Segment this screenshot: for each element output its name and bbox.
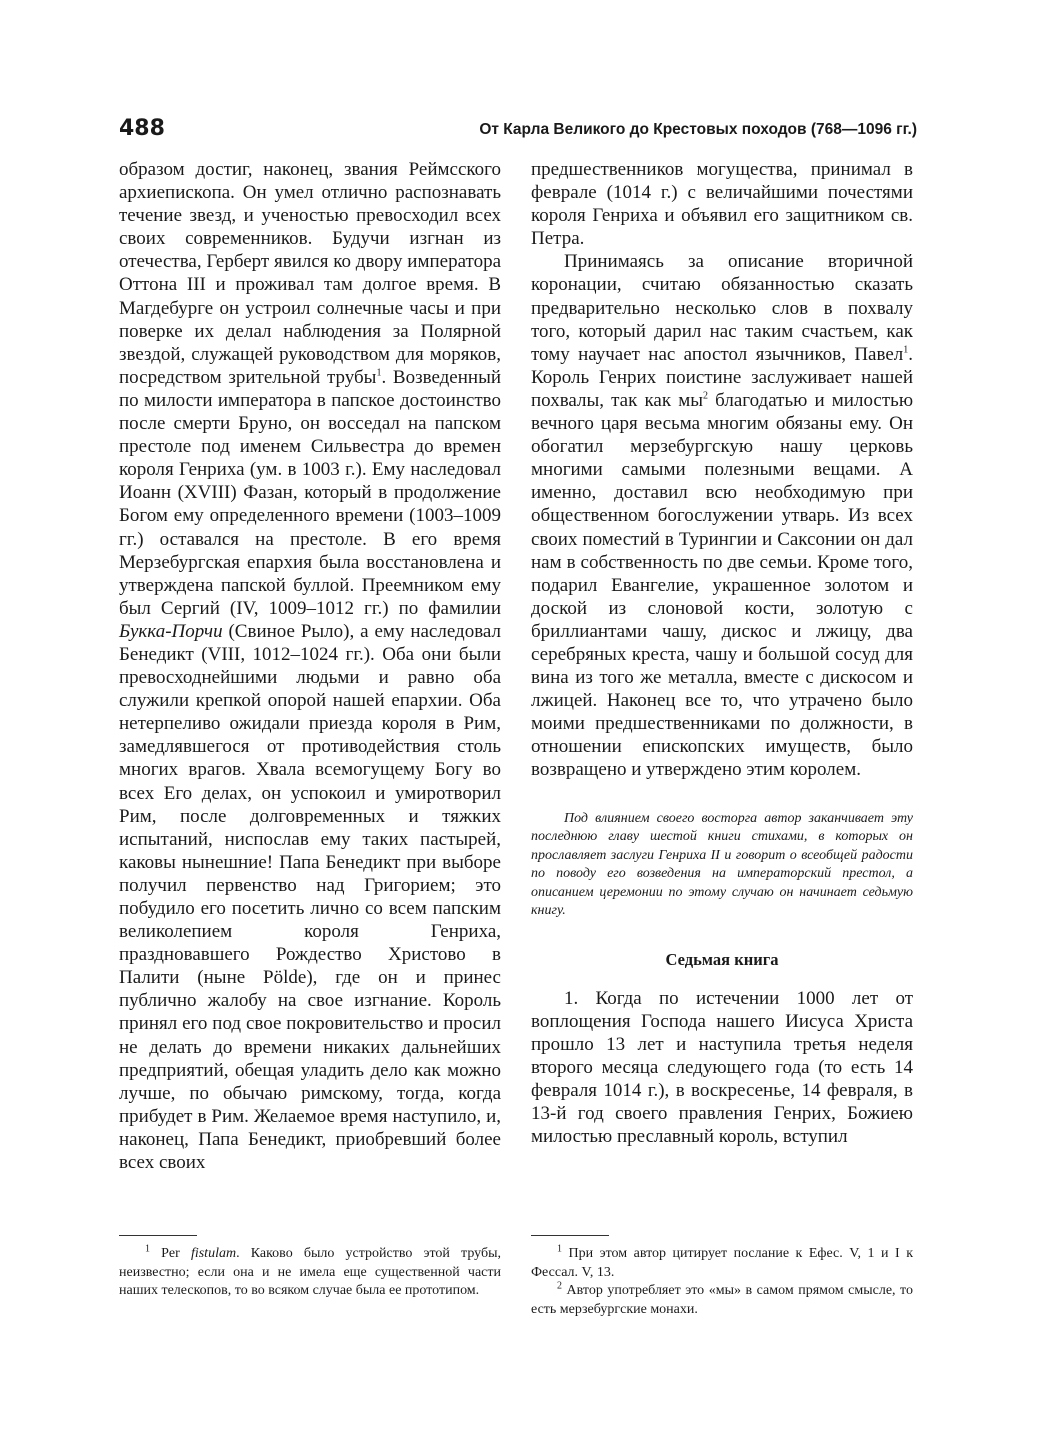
text-run: образом достиг, наконец, звания Реймсского архиепископа. Он умел отлично распознавать течение звезд, и ученостью превосходил всех своих современников. Будучи изгнан из отечества, Герберт явился ко двору императора Оттона III и проживал там долгое время. В Магдебурге он устроил солнечные часы и при поверке их делал наблюдения за Полярной звездой, служащей руководством для моряков, посредством зрительной трубы <box>119 159 502 388</box>
footnote-divider <box>119 1235 197 1236</box>
text-run: . Король Генрих поистине заслуживает нашей похвалы, так как мы <box>531 343 913 411</box>
page-number: 488 <box>119 116 165 141</box>
section-heading: Седьмая книга <box>665 949 779 969</box>
paragraph: 1. Когда по истечении 1000 лет от воплощения Господа нашего Иисуса Христа прошло 13 лет и наступила третья неделя второго месяца следующего года (то есть 14 февраля 1014 г.), в воскресенье, 14 февраля, в 13-й год своего правления Генрих, Божиею милостью преславный король, вступил <box>531 987 913 1148</box>
latin-term: fistulam <box>190 1246 237 1261</box>
footnote-mark: 2 <box>557 1280 562 1292</box>
text-run: благодатью и милостью вечного царя весьма многим обязаны ему. Он обогатил мерзебургскую нашу церковь многими самыми полезными вещами. А именно, доставил всю необходимую при общественном богослужении утварь. Из всех своих поместий в Турингии и Саксонии он дал нам в собственность по две семьи. Кроме того, подарил Евангелие, украшенное золотом и доской из слоновой кости, золотую с бриллиантами чашу, дискос и лжицу, два серебряных креста, чашу и большой сосуд для вина из того же металла, вместе с дискосом и лжицей. Наконец все то, что утрачено было моими предшественниками по должности, в отношении епископских имуществ, было возвращено и утверждено этим королем. <box>531 389 914 781</box>
text-run: (Свиное Рыло), а ему наследовал Бенедикт (VIII, 1012–1024 гг.). Оба они были превосходнейшими людьми и равно оба служили крепкой опорой нашей епархии. Оба нетерпеливо ожидали приезда короля в Рим, замедлявшегося от противодействия столь многих врагов. Хвала всемогущему Богу во всех Его делах, он успокоил и умиротворил Рим, после долговременных и тяжких испытаний, ниспослав ему таких пастырей, каковы нынешние! Папа Бенедикт при выборе получил первенство над Григорием; это побудило его посетить лично со всем папским великолепием короля Генриха, праздновавшего Рождество Христово в Палити (ныне Pölde), где он и принес публично жалобу на свое изгнание. Король принял его под свое покровительство и просил не делать до времени никаких дальнейших предприятий, обещая уладить дело как можно лучше, по обычаю римскому, тогда, когда прибудет в Рим. Желаемое время наступило, и, наконец, Папа Бенедикт, приобревший более всех своих <box>119 620 501 1174</box>
footnotes-right <box>531 1245 913 1319</box>
footnote-mark: 1 <box>557 1243 562 1255</box>
italic-name: Букка-Порчи <box>119 620 223 642</box>
paragraph <box>531 250 913 781</box>
footnote-ref: 1 <box>376 367 382 379</box>
text-run: Принимаясь за описание вторичной коронации, считаю обязанностью сказать предварительно несколько слов в похвалу того, который дарил нас таким счастьем, как тому научает нас апостол язычников, Павел <box>531 251 913 365</box>
paragraph: предшественников могущества, принимал в феврале (1014 г.) с величайшими почестями короля Генриха и объявил его защитником св. Петра. <box>531 159 913 250</box>
footnote-mark: 1 <box>145 1243 150 1255</box>
text-run: . Возведенный по милости императора в папское достоинство после смерти Бруно, он восседал на папском престоле под именем Сильвестра до времен короля Генриха (ум. в 1003 г.). Ему наследовал Иоанн (XVIII) Фазан, который в продолжение Богом ему определенного времени (1003–1009 гг.) оставался на престоле. В его время Мерзебургская епархия была восстановлена и утверждена папской буллой. Преемником ему был Сергий (IV, 1009–1012 гг.) по фамилии <box>119 366 502 619</box>
text-run: При этом автор цитирует послание к Ефес. V, 1 и I к Фессал. V, 13. <box>531 1246 913 1280</box>
footnote <box>531 1245 913 1282</box>
paragraph <box>119 158 501 1174</box>
footnote <box>531 1282 913 1319</box>
left-column <box>119 158 501 1174</box>
running-title: От Карла Великого до Крестовых походов (768—1096 гг.) <box>479 121 917 138</box>
footnote <box>119 1245 501 1301</box>
footnote-ref: 2 <box>703 390 709 402</box>
running-header <box>119 116 917 146</box>
right-column <box>531 158 913 1148</box>
footnote-ref: 1 <box>903 344 909 356</box>
text-run: Per <box>150 1246 191 1261</box>
text-run: Автор употребляет это «мы» в самом прямом смысле, то есть мерзебургские монахи. <box>531 1283 913 1317</box>
editor-note: Под влиянием своего восторга автор заканчивает эту последнюю главу шестой книги стихами, в которых он прославляет заслуги Генриха II и говорит о всеобщей радости по поводу его возведения на императорский престол, а описанием церемонии по этому случаю он начинает седьмую книгу. <box>531 810 913 919</box>
footnote-divider <box>531 1235 609 1236</box>
footnotes-left <box>119 1245 501 1301</box>
text-run: . Каково было устройство этой трубы, неизвестно; если она и не имела еще существенной части наших телескопов, то во всяком случае была ее прототипом. <box>119 1246 501 1298</box>
